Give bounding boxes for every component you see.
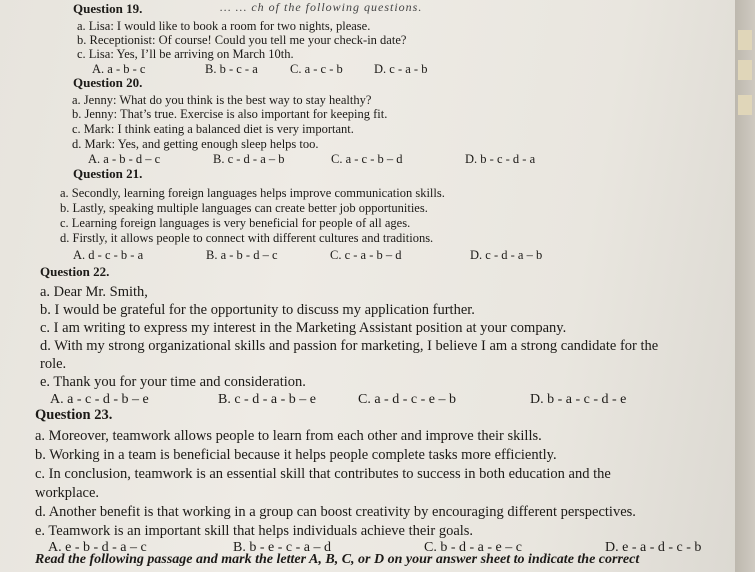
q20-option-c: C. a - c - b – d: [331, 152, 403, 166]
q19-option-c: C. a - c - b: [290, 62, 343, 76]
q20-option-a: A. a - b - d – c: [88, 152, 161, 166]
q22-line-d-cont: role.: [40, 356, 67, 372]
q23-line-c: c. In conclusion, teamwork is an essential skill that contributes to success in both education and the: [35, 466, 611, 482]
question-20-title: Question 20.: [73, 75, 143, 90]
q19-line-c: c. Lisa: Yes, I’ll be arriving on March 10th.: [77, 47, 294, 61]
q20-line-b: b. Jenny: That’s true. Exercise is also important for keeping fit.: [72, 107, 388, 121]
q20-line-d: d. Mark: Yes, and getting enough sleep helps too.: [72, 137, 319, 151]
q22-option-d: D. b - a - c - d - e: [530, 392, 627, 407]
q19-option-d: D. c - a - b: [374, 62, 428, 76]
q22-line-d: d. With my strong organizational skills and passion for marketing, I believe I am a strong candidate for the: [40, 338, 659, 354]
question-22-title: Question 22.: [40, 264, 110, 279]
q21-option-d: D. c - d - a – b: [470, 248, 543, 262]
q22-option-b: B. c - d - a - b – e: [218, 392, 316, 407]
passage-instruction: Read the following passage and mark the letter A, B, C, or D on your answer sheet to indicate the correct: [35, 552, 640, 567]
q23-option-a: A. e - b - d - a – c: [48, 540, 147, 555]
q20-option-d: D. b - c - d - a: [465, 152, 536, 166]
q21-line-b: b. Lastly, speaking multiple languages can create better job opportunities.: [60, 201, 428, 215]
q19-option-b: B. b - c - a: [205, 62, 258, 76]
q20-line-a: a. Jenny: What do you think is the best way to stay healthy?: [72, 93, 372, 107]
q23-option-d: D. e - a - d - c - b: [605, 540, 702, 555]
q19-line-b: b. Receptionist: Of course! Could you tell me your check-in date?: [77, 33, 407, 47]
q23-line-b: b. Working in a team is beneficial because it helps people complete tasks more efficiently.: [35, 447, 557, 463]
question-21-title: Question 21.: [73, 166, 143, 181]
q23-option-b: B. b - e - c - a – d: [233, 540, 331, 555]
q22-line-b: b. I would be grateful for the opportunity to discuss my application further.: [40, 302, 475, 318]
q22-option-a: A. a - c - d - b – e: [50, 392, 149, 407]
q21-line-a: a. Secondly, learning foreign languages helps improve communication skills.: [60, 186, 445, 200]
q23-line-c-cont: workplace.: [35, 485, 100, 501]
q22-line-c: c. I am writing to express my interest in the Marketing Assistant position at your company.: [40, 320, 567, 336]
q21-line-d: d. Firstly, it allows people to connect with different cultures and traditions.: [60, 231, 434, 245]
top-fragment: … … ch of the following questions.: [220, 0, 423, 14]
q19-option-a: A. a - b - c: [92, 62, 146, 76]
q21-option-a: A. d - c - b - a: [73, 248, 144, 262]
q21-option-b: B. a - b - d – c: [206, 248, 278, 262]
q23-line-d: d. Another benefit is that working in a group can boost creativity by encouraging different perspectives.: [35, 504, 636, 520]
q23-line-e: e. Teamwork is an important skill that helps individuals achieve their goals.: [35, 523, 474, 539]
q23-line-a: a. Moreover, teamwork allows people to learn from each other and improve their skills.: [35, 428, 542, 444]
q20-line-c: c. Mark: I think eating a balanced diet is very important.: [72, 122, 354, 136]
q19-line-a: a. Lisa: I would like to book a room for two nights, please.: [77, 19, 371, 33]
q22-line-a: a. Dear Mr. Smith,: [40, 284, 148, 300]
q23-option-c: C. b - d - a - e – c: [424, 540, 522, 555]
q21-line-c: c. Learning foreign languages is very beneficial for people of all ages.: [60, 216, 411, 230]
q22-line-e: e. Thank you for your time and consideration.: [40, 374, 306, 390]
q21-option-c: C. c - a - b – d: [330, 248, 402, 262]
q20-option-b: B. c - d - a – b: [213, 152, 285, 166]
page-edge: [735, 0, 755, 572]
q22-option-c: C. a - d - c - e – b: [358, 392, 456, 407]
question-23-title: Question 23.: [35, 407, 113, 423]
question-19-title: Question 19.: [73, 1, 143, 16]
